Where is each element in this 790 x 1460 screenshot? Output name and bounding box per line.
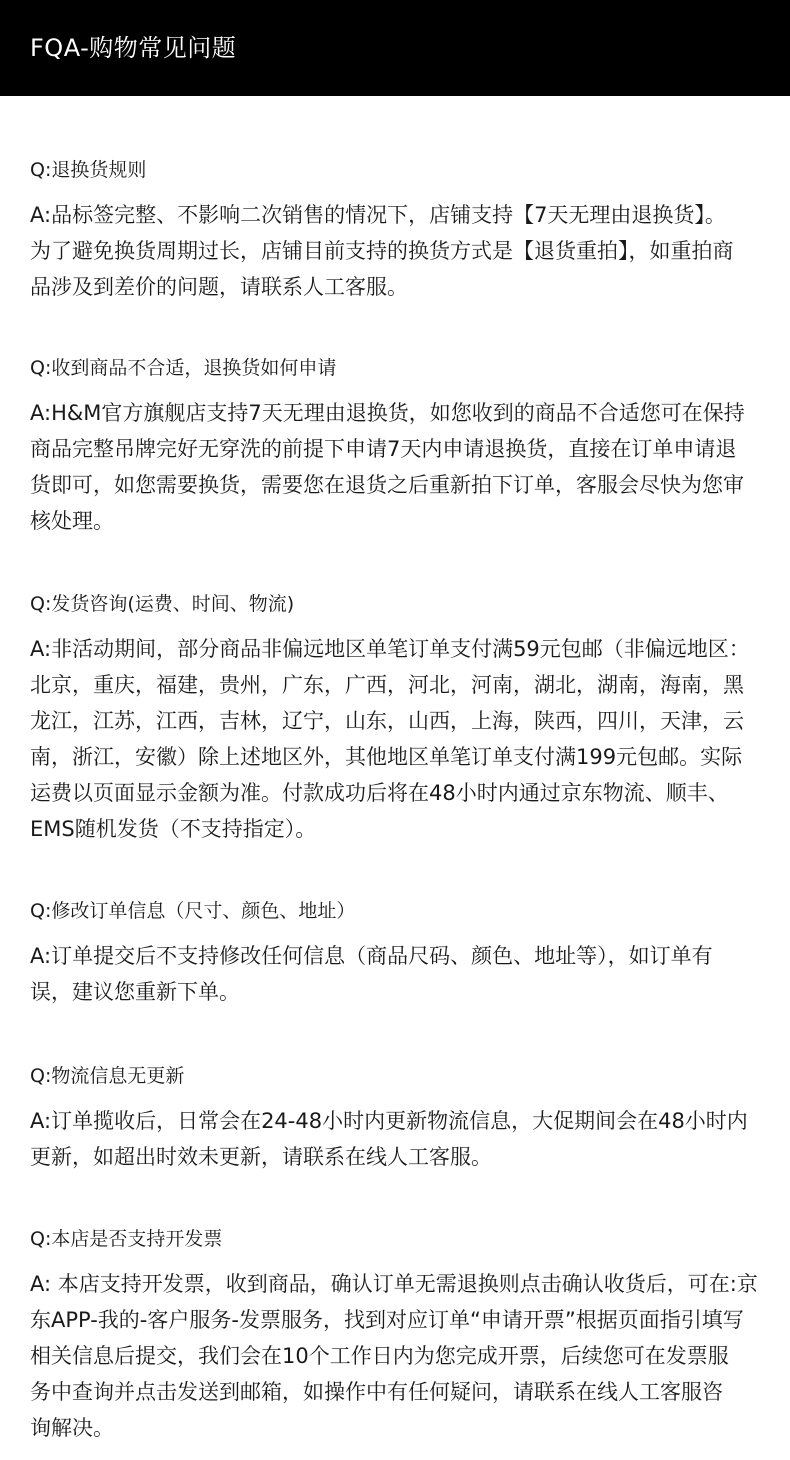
page-title: FQA-购物常见问题: [30, 34, 237, 62]
faq-item-invoice: [30, 1226, 765, 1446]
faq-question: Q:物流信息无更新: [30, 1065, 185, 1087]
faq-question: Q:修改订单信息（尺寸、颜色、地址）: [30, 900, 356, 922]
faq-answer-line: 商品完整吊牌完好无穿洗的前提下申请7天内申请退换货，直接在订单申请退: [30, 437, 737, 461]
faq-answer: [30, 1266, 765, 1446]
faq-answer-line: 东APP-我的-客户服务-发票服务，找到对应订单“申请开票”根据页面指引填写: [30, 1308, 744, 1332]
faq-answer-line: A:订单揽收后，日常会在24-48小时内更新物流信息，大促期间会在48小时内: [30, 1109, 748, 1133]
faq-item-modify-order: [30, 898, 765, 1010]
faq-item-logistics: [30, 1063, 765, 1175]
faq-answer: [30, 631, 765, 847]
faq-answer: [30, 395, 765, 539]
faq-answer-line: A:非活动期间，部分商品非偏远地区单笔订单支付满59元包邮（非偏远地区：: [30, 637, 750, 661]
faq-answer-line: 询解决。: [30, 1416, 114, 1440]
faq-answer: [30, 938, 765, 1010]
faq-answer-line: 误，建议您重新下单。: [30, 980, 240, 1004]
faq-answer-line: A:品标签完整、不影响二次销售的情况下，店铺支持【7天无理由退换货】。: [30, 203, 726, 227]
faq-answer-line: 北京，重庆，福建，贵州，广东，广西，河北，河南，湖北，湖南，海南，黑: [30, 673, 744, 697]
faq-answer-line: 货即可，如您需要换货，需要您在退货之后重新拍下订单，客服会尽快为您审: [30, 473, 744, 497]
faq-item-shipping: [30, 591, 765, 847]
faq-answer-line: 为了避免换货周期过长，店铺目前支持的换货方式是【退货重拍】，如重拍商: [30, 239, 734, 263]
faq-question: Q:退换货规则: [30, 159, 147, 181]
faq-answer-line: 品涉及到差价的问题，请联系人工客服。: [30, 275, 408, 299]
faq-question: Q:收到商品不合适，退换货如何申请: [30, 357, 337, 379]
faq-answer-line: 龙江，江苏，江西，吉林，辽宁，山东，山西，上海，陕西，四川，天津，云: [30, 709, 744, 733]
faq-question: Q:本店是否支持开发票: [30, 1228, 223, 1250]
faq-answer-line: A:订单提交后不支持修改任何信息（商品尺码、颜色、地址等），如订单有: [30, 944, 713, 968]
faq-answer: [30, 1103, 765, 1175]
faq-answer-line: 更新，如超出时效未更新，请联系在线人工客服。: [30, 1145, 492, 1169]
faq-answer-line: 相关信息后提交，我们会在10个工作日内为您完成开票，后续您可在发票服: [30, 1344, 729, 1368]
faq-answer-line: A:H&M官方旗舰店支持7天无理由退换货，如您收到的商品不合适您可在保持: [30, 401, 745, 425]
faq-answer-line: EMS随机发货（不支持指定）。: [30, 817, 317, 841]
faq-answer-line: 核处理。: [30, 509, 114, 533]
faq-question: Q:发货咨询(运费、时间、物流): [30, 593, 295, 615]
faq-item-return-apply: [30, 355, 765, 539]
faq-answer-line: 运费以页面显示金额为准。付款成功后将在48小时内通过京东物流、顺丰、: [30, 781, 729, 805]
faq-answer-line: 务中查询并点击发送到邮箱，如操作中有任何疑问，请联系在线人工客服咨: [30, 1380, 723, 1404]
faq-item-return-rules: [30, 157, 765, 305]
page-header: [0, 0, 790, 96]
faq-answer-line: A: 本店支持开发票，收到商品，确认订单无需退换则点击确认收货后，可在:京: [30, 1272, 758, 1296]
faq-answer: [30, 197, 765, 305]
faq-answer-line: 南，浙江，安徽）除上述地区外，其他地区单笔订单支付满199元包邮。实际: [30, 745, 743, 769]
